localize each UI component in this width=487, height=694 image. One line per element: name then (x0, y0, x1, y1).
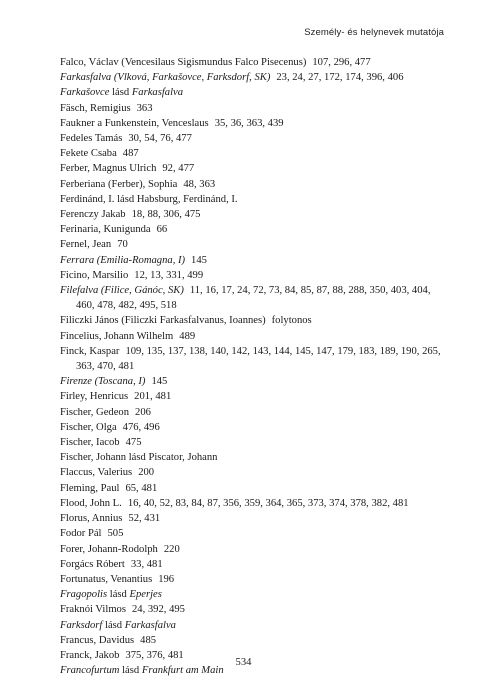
entry-heading: Ficino, Marsilio (60, 269, 129, 281)
entry-heading: Faukner a Funkenstein, Venceslaus (60, 117, 209, 129)
entry-page-refs: 206 (135, 406, 151, 418)
index-entry (60, 55, 448, 70)
entry-heading: Farkasfalva (Vlková, Farkašovce, Farksdorf, SK) (60, 72, 271, 84)
index-list (60, 55, 448, 678)
running-head: Személy- és helynevek mutatója (304, 27, 444, 38)
entry-heading: Fortunatus, Venantius (60, 573, 153, 585)
cross-reference-word: lásd (122, 665, 140, 677)
entry-heading: Forgács Róbert (60, 558, 125, 570)
entry-page-refs: 475 (125, 437, 142, 449)
cross-reference-word: lásd (117, 193, 135, 205)
entry-heading: Filefalva (Filice, Gánóc, SK) (60, 285, 184, 297)
index-entry (60, 329, 448, 344)
entry-page-refs: 16, 40, 52, 83, 84, 87, 356, 359, 364, 365, 373, 374, 378, 382, 481 (127, 497, 409, 509)
entry-page-refs: 33, 481 (130, 558, 163, 570)
entry-heading: Fekete Csaba (60, 148, 117, 160)
entry-page-refs: 48, 363 (183, 178, 216, 190)
index-entry (60, 405, 448, 420)
entry-heading: Fäsch, Remigius (60, 102, 131, 114)
entry-page-refs: 70 (117, 239, 128, 251)
index-entry (60, 146, 448, 161)
entry-heading: Finck, Kaspar (60, 345, 120, 357)
index-entry (60, 344, 448, 374)
entry-page-refs: 145 (191, 254, 207, 266)
entry-page-refs: 65, 481 (125, 482, 158, 494)
cross-reference-word: lásd (109, 589, 127, 601)
entry-heading: Francofurtum (60, 665, 120, 677)
entry-page-refs: 476, 496 (122, 421, 160, 433)
entry-heading: Firley, Henricus (60, 391, 129, 403)
entry-heading: Fischer, Iacob (60, 437, 120, 449)
index-entry (60, 374, 448, 389)
entry-heading: Flaccus, Valerius (60, 467, 133, 479)
entry-heading: Francus, Davidus (60, 634, 135, 646)
entry-heading: Farkašovce (60, 87, 110, 99)
index-entry (60, 192, 448, 207)
entry-heading: Farksdorf (60, 619, 103, 631)
index-entry (60, 435, 448, 450)
index-entry (60, 450, 448, 465)
index-entry (60, 237, 448, 252)
entry-heading: Ferenczy Jakab (60, 209, 126, 221)
index-entry (60, 496, 448, 511)
index-entry (60, 481, 448, 496)
entry-page-refs: 11, 16, 17, 24, 72, 73, 84, 85, 87, 88, 288, 350, 403, 404, 460, 478, 482, 495, 518 (76, 285, 431, 312)
entry-page-refs: 375, 376, 481 (125, 649, 184, 661)
cross-reference-target: Eperjes (129, 589, 162, 601)
index-entry (60, 131, 448, 146)
entry-heading: Franck, Jakob (60, 649, 120, 661)
entry-heading: Ferberiana (Ferber), Sophia (60, 178, 178, 190)
index-entry (60, 222, 448, 237)
entry-page-refs: folytonos (271, 315, 312, 327)
entry-heading: Falco, Václav (Vencesilaus Sigismundus Falco Pisecenus) (60, 57, 307, 68)
entry-page-refs: 52, 431 (128, 513, 161, 525)
index-entry (60, 420, 448, 435)
index-entry (60, 465, 448, 480)
entry-page-refs: 363 (136, 102, 153, 114)
cross-reference-target: Piscator, Johann (148, 452, 218, 464)
entry-page-refs: 200 (138, 467, 155, 479)
entry-heading: Ferber, Magnus Ulrich (60, 163, 157, 175)
entry-page-refs: 24, 392, 495 (131, 604, 185, 616)
entry-page-refs: 220 (163, 543, 180, 555)
entry-page-refs: 30, 54, 76, 477 (128, 133, 192, 145)
entry-heading: Fragopolis (60, 589, 108, 601)
index-entry (60, 70, 448, 85)
cross-reference-word: lásd (105, 619, 123, 631)
entry-heading: Ferinaria, Kunigunda (60, 224, 151, 236)
index-entry (60, 542, 448, 557)
index-entry (60, 161, 448, 176)
entry-heading: Fraknói Vilmos (60, 604, 126, 616)
index-entry (60, 85, 448, 100)
entry-page-refs: 487 (122, 148, 139, 160)
entry-page-refs: 92, 477 (162, 163, 195, 175)
entry-page-refs: 107, 296, 477 (312, 57, 371, 68)
cross-reference-target: Farkasfalva (124, 619, 176, 631)
entry-page-refs: 485 (140, 634, 157, 646)
entry-page-refs: 23, 24, 27, 172, 174, 396, 406 (276, 72, 404, 84)
index-entry (60, 101, 448, 116)
entry-heading: Ferrara (Emilia-Romagna, I) (60, 254, 186, 266)
entry-page-refs: 18, 88, 306, 475 (131, 209, 201, 221)
entry-page-refs: 12, 13, 331, 499 (134, 269, 204, 281)
entry-heading: Forer, Johann-Rodolph (60, 543, 158, 555)
entry-heading: Fodor Pál (60, 528, 102, 540)
entry-page-refs: 145 (151, 376, 168, 388)
entry-page-refs: 505 (107, 528, 124, 540)
entry-heading: Fischer, Johann (60, 452, 127, 464)
index-entry (60, 283, 448, 313)
entry-heading: Firenze (Toscana, I) (60, 376, 146, 388)
index-entry (60, 618, 448, 633)
entry-page-refs: 196 (158, 573, 175, 585)
entry-page-refs: 109, 135, 137, 138, 140, 142, 143, 144, 145, 147, 179, 183, 189, 190, 265, 363, 470, 481 (76, 345, 441, 373)
entry-page-refs: 489 (179, 330, 196, 342)
entry-heading: Florus, Annius (60, 513, 123, 525)
index-entry (60, 207, 448, 222)
index-entry (60, 253, 448, 268)
index-entry (60, 177, 448, 192)
index-entry (60, 511, 448, 526)
cross-reference-word: lásd (112, 87, 130, 99)
index-entry (60, 389, 448, 404)
entry-heading: Fleming, Paul (60, 482, 120, 494)
cross-reference-target: Frankfurt am Main (141, 665, 224, 677)
entry-heading: Fischer, Olga (60, 421, 117, 433)
cross-reference-target: Habsburg, Ferdinánd, I. (136, 193, 238, 205)
entry-heading: Fincelius, Johann Wilhelm (60, 330, 174, 342)
entry-heading: Fedeles Tamás (60, 133, 123, 145)
entry-page-refs: 201, 481 (134, 391, 172, 403)
entry-page-refs: 35, 36, 363, 439 (214, 117, 284, 129)
entry-heading: Fernel, Jean (60, 239, 112, 251)
index-entry (60, 526, 448, 541)
index-entry (60, 587, 448, 602)
entry-page-refs: 66 (156, 224, 168, 236)
entry-heading: Fischer, Gedeon (60, 406, 130, 418)
index-entry (60, 116, 448, 131)
entry-heading: Filiczki János (Filiczki Farkasfalvanus, Ioannes) (60, 315, 266, 327)
cross-reference-word: lásd (128, 452, 146, 464)
entry-heading: Flood, John L. (60, 497, 122, 509)
cross-reference-target: Farkasfalva (131, 87, 184, 99)
index-entry (60, 268, 448, 283)
index-entry (60, 602, 448, 617)
index-entry (60, 557, 448, 572)
entry-heading: Ferdinánd, I. (60, 193, 115, 205)
page-number: 534 (235, 657, 252, 668)
index-entry (60, 572, 448, 587)
index-entry (60, 633, 448, 648)
index-entry (60, 313, 448, 328)
